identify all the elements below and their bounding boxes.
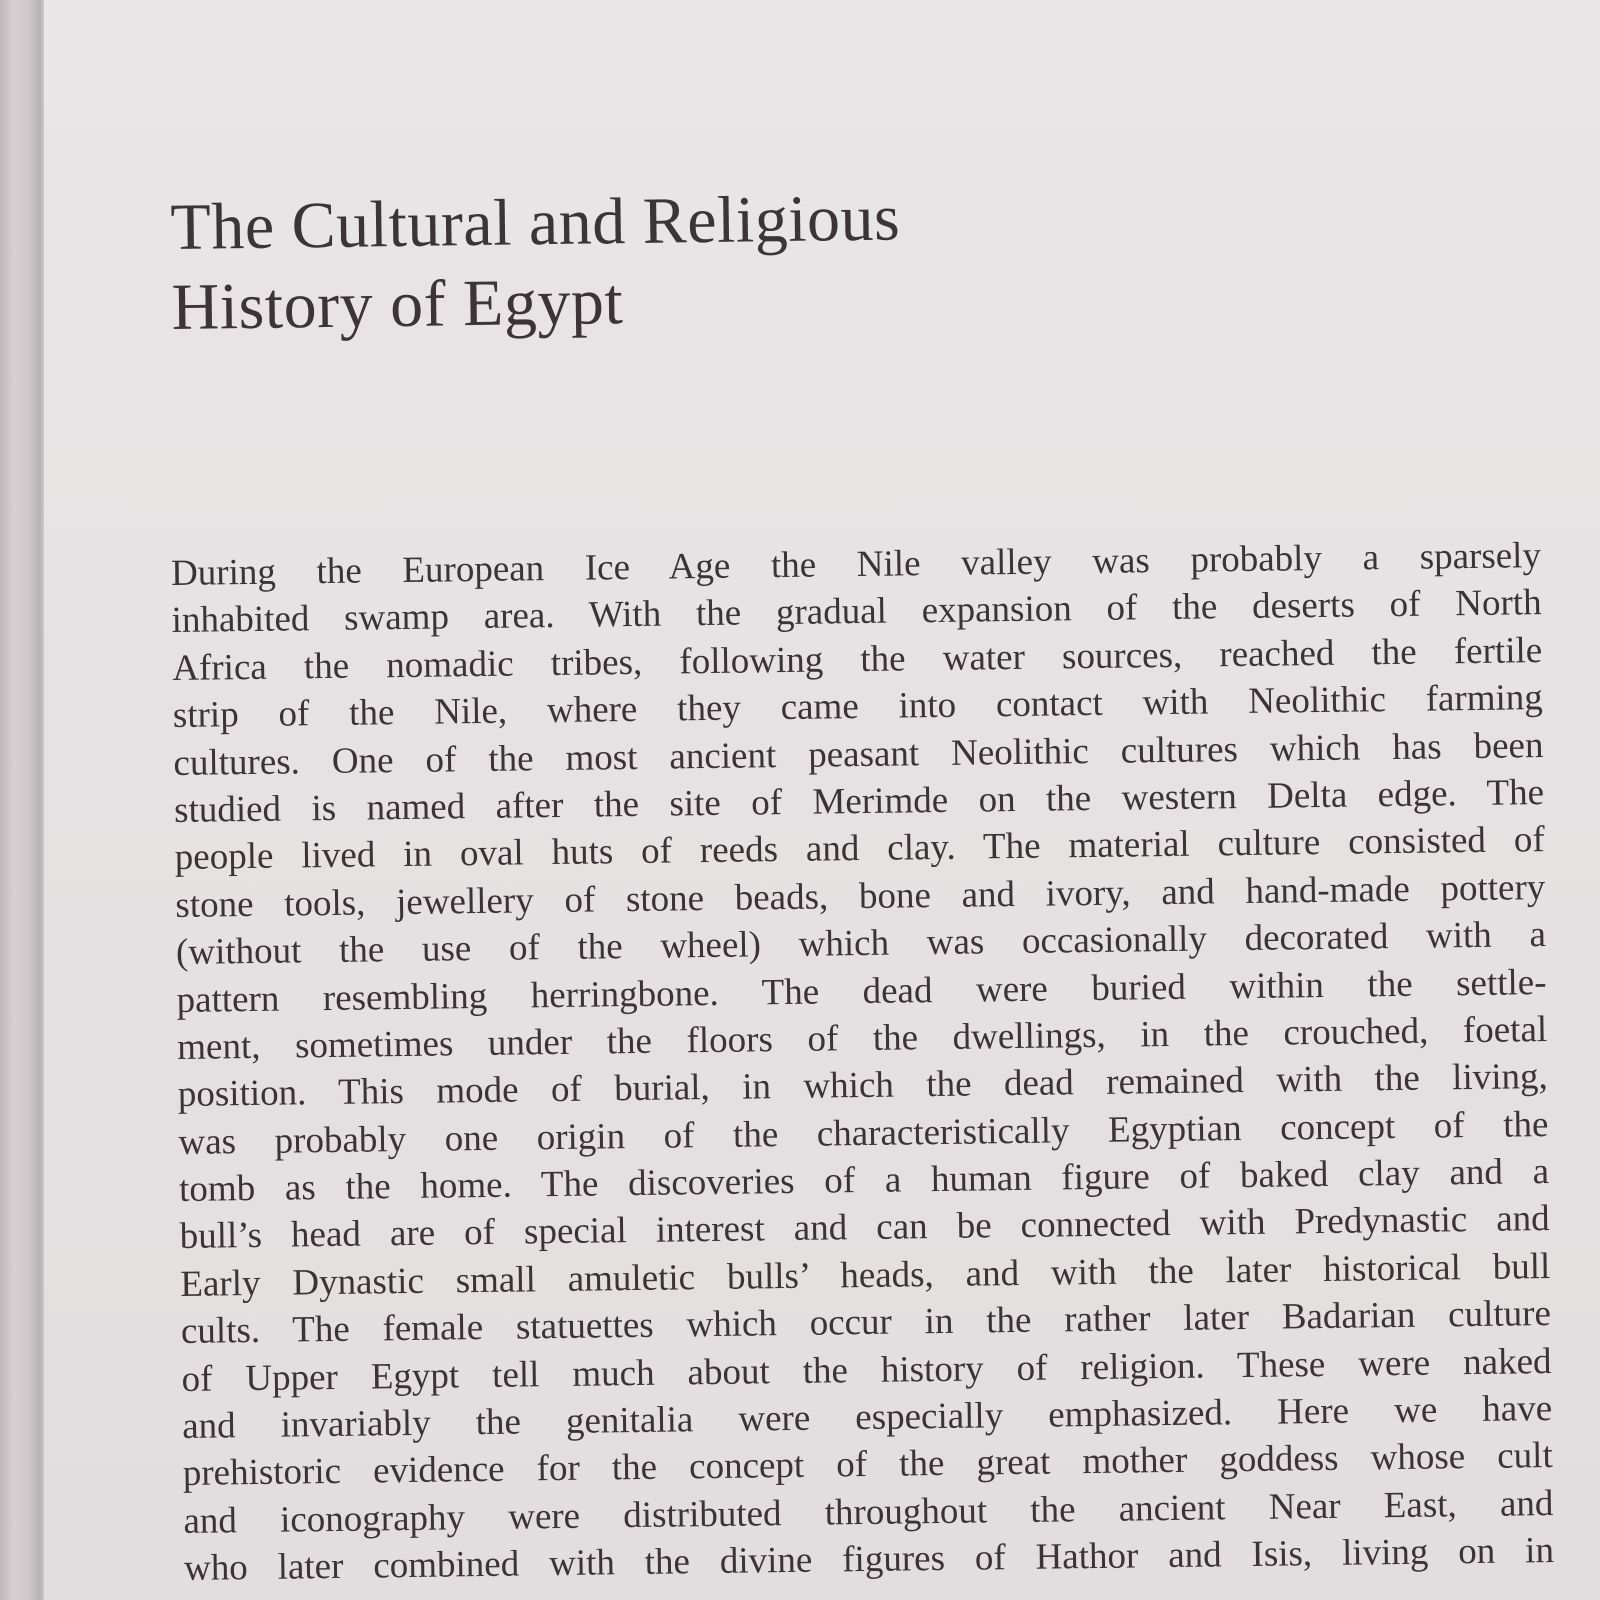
body-line: was probably one origin of the characteristically Egyptian concept of the bbox=[178, 1103, 1549, 1163]
body-line: bull’s head are of special interest and can be connected with Predynastic and bbox=[179, 1198, 1550, 1258]
body-line: ment, sometimes under the floors of the dwellings, in the crouched, foetal bbox=[176, 1008, 1548, 1068]
page-content bbox=[170, 170, 1555, 1590]
body-line: strip of the Nile, where they came into contact with Neolithic farming bbox=[172, 677, 1544, 737]
body-line: and iconography were distributed throughout the ancient Near East, and bbox=[183, 1482, 1554, 1542]
body-line: of Upper Egypt tell much about the history of religion. These were naked bbox=[181, 1340, 1552, 1400]
body-line: position. This mode of burial, in which the dead remained with the living, bbox=[177, 1056, 1549, 1116]
body-line: prehistoric evidence for the concept of the great mother goddess whose cult bbox=[182, 1435, 1553, 1495]
body-line: tomb as the home. The discoveries of a human figure of baked clay and a bbox=[178, 1151, 1550, 1211]
body-line: pattern resembling herringbone. The dead were buried within the settle- bbox=[176, 961, 1547, 1021]
body-line: inhabited swamp area. With the gradual expansion of the deserts of North bbox=[171, 582, 1542, 642]
body-line: During the European Ice Age the Nile valley was probably a sparsely bbox=[170, 535, 1542, 595]
chapter-title bbox=[170, 170, 1552, 348]
chapter-title-line-2: History of Egypt bbox=[171, 265, 624, 344]
body-line: (without the use of the wheel) which was occasionally decorated with a bbox=[175, 914, 1547, 974]
book-gutter bbox=[0, 0, 44, 1600]
body-line: stone tools, jewellery of stone beads, bone and ivory, and hand-made pottery bbox=[175, 866, 1546, 926]
body-line: cults. The female statuettes which occur in the rather later Badarian culture bbox=[180, 1293, 1552, 1353]
body-paragraph bbox=[171, 532, 1555, 1592]
body-line: and invariably the genitalia were especially emphasized. Here we have bbox=[181, 1388, 1553, 1447]
body-line: who later combined with the divine figures of Hathor and Isis, living on in bbox=[183, 1530, 1555, 1590]
body-line: cultures. One of the most ancient peasant Neolithic cultures which has been bbox=[173, 724, 1544, 784]
body-line: people lived in oval huts of reeds and clay. The material culture consisted of bbox=[174, 819, 1545, 879]
body-line: Africa the nomadic tribes, following the water sources, reached the fertile bbox=[172, 629, 1543, 689]
body-line: Early Dynastic small amuletic bulls’ heads, and with the later historical bull bbox=[180, 1245, 1551, 1305]
chapter-title-line-1: The Cultural and Religious bbox=[170, 181, 901, 264]
body-line: studied is named after the site of Merimde on the western Delta edge. The bbox=[173, 772, 1545, 831]
